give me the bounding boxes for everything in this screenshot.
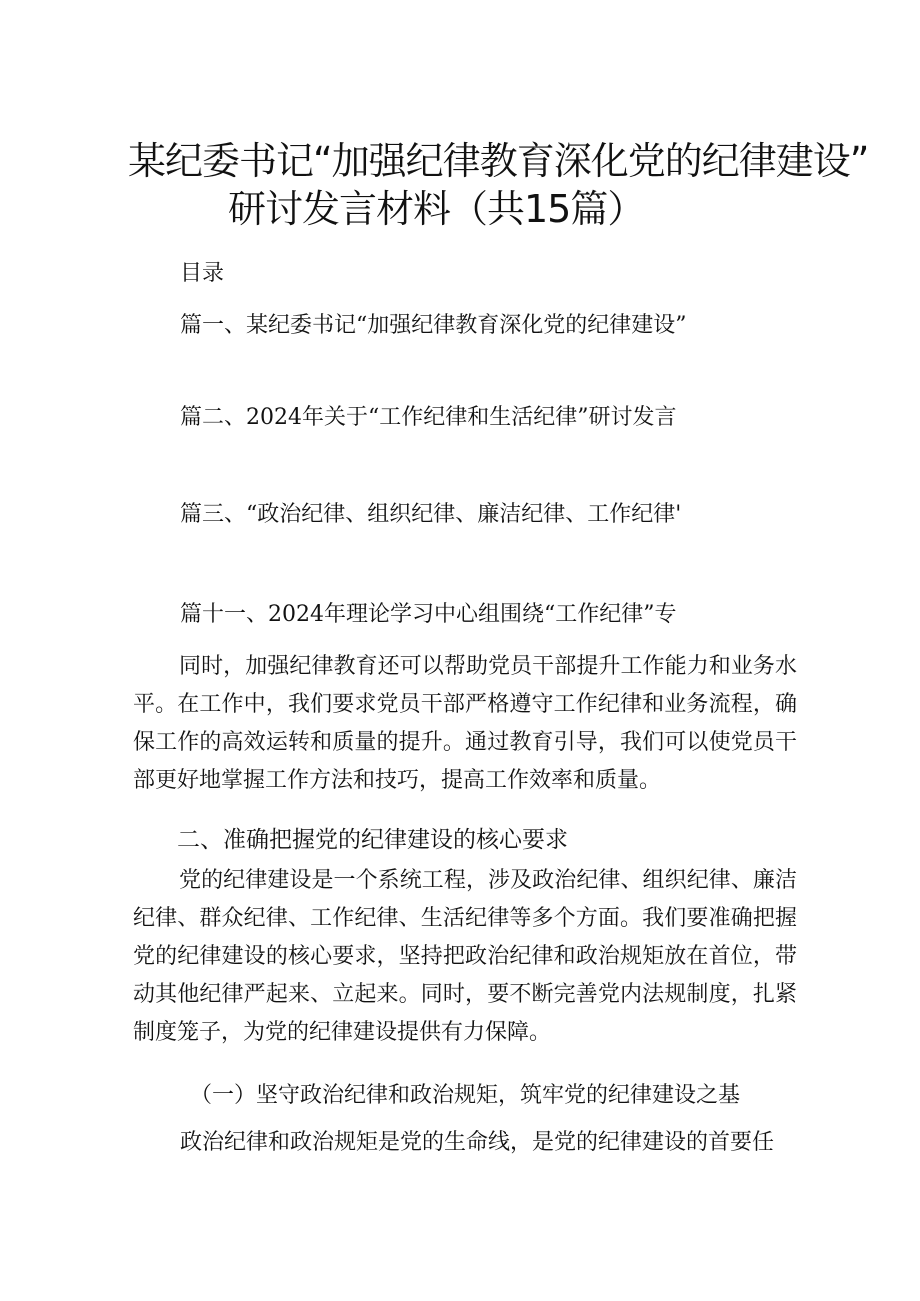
document-title-line-2: 研讨发言材料（共15篇） (228, 187, 645, 231)
toc-entry-11: 篇十一、2024年理论学习中心组围绕“工作纪律”专 (180, 602, 677, 627)
document-title-line-1: 某纪委书记“加强纪律教育深化党的纪律建设” (128, 139, 869, 183)
section-heading-2: 二、准确把握党的纪律建设的核心要求 (177, 827, 568, 853)
toc-entry-1: 篇一、某纪委书记“加强纪律教育深化党的纪律建设” (180, 313, 687, 338)
body-paragraph-1: 同时，加强纪律教育还可以帮助党员干部提升工作能力和业务水平。在工作中，我们要求党员干部严格遵守工作纪律和业务流程，确保工作的高效运转和质量的提升。通过教育引导，我们可以使党员干部更好地掌握工作方法和技巧，提高工作效率和质量。 (133, 654, 797, 793)
toc-label: 目录 (180, 261, 225, 286)
subsection-heading-1: （一）坚守政治纪律和政治规矩，筑牢党的纪律建设之基 (190, 1083, 741, 1108)
toc-entry-2: 篇二、2024年关于“工作纪律和生活纪律”研讨发言 (180, 405, 677, 430)
body-paragraph-3: 政治纪律和政治规矩是党的生命线，是党的纪律建设的首要任 (180, 1130, 775, 1155)
toc-entry-3: 篇三、“政治纪律、组织纪律、廉洁纪律、工作纪律' (180, 502, 682, 527)
body-paragraph-2: 党的纪律建设是一个系统工程，涉及政治纪律、组织纪律、廉洁纪律、群众纪律、工作纪律、生活纪律等多个方面。我们要准确把握党的纪律建设的核心要求，坚持把政治纪律和政治规矩放在首位，带动其他纪律严起来、立起来。同时，要不断完善党内法规制度，扎紧制度笼子，为党的纪律建设提供有力保障。 (133, 868, 797, 1045)
